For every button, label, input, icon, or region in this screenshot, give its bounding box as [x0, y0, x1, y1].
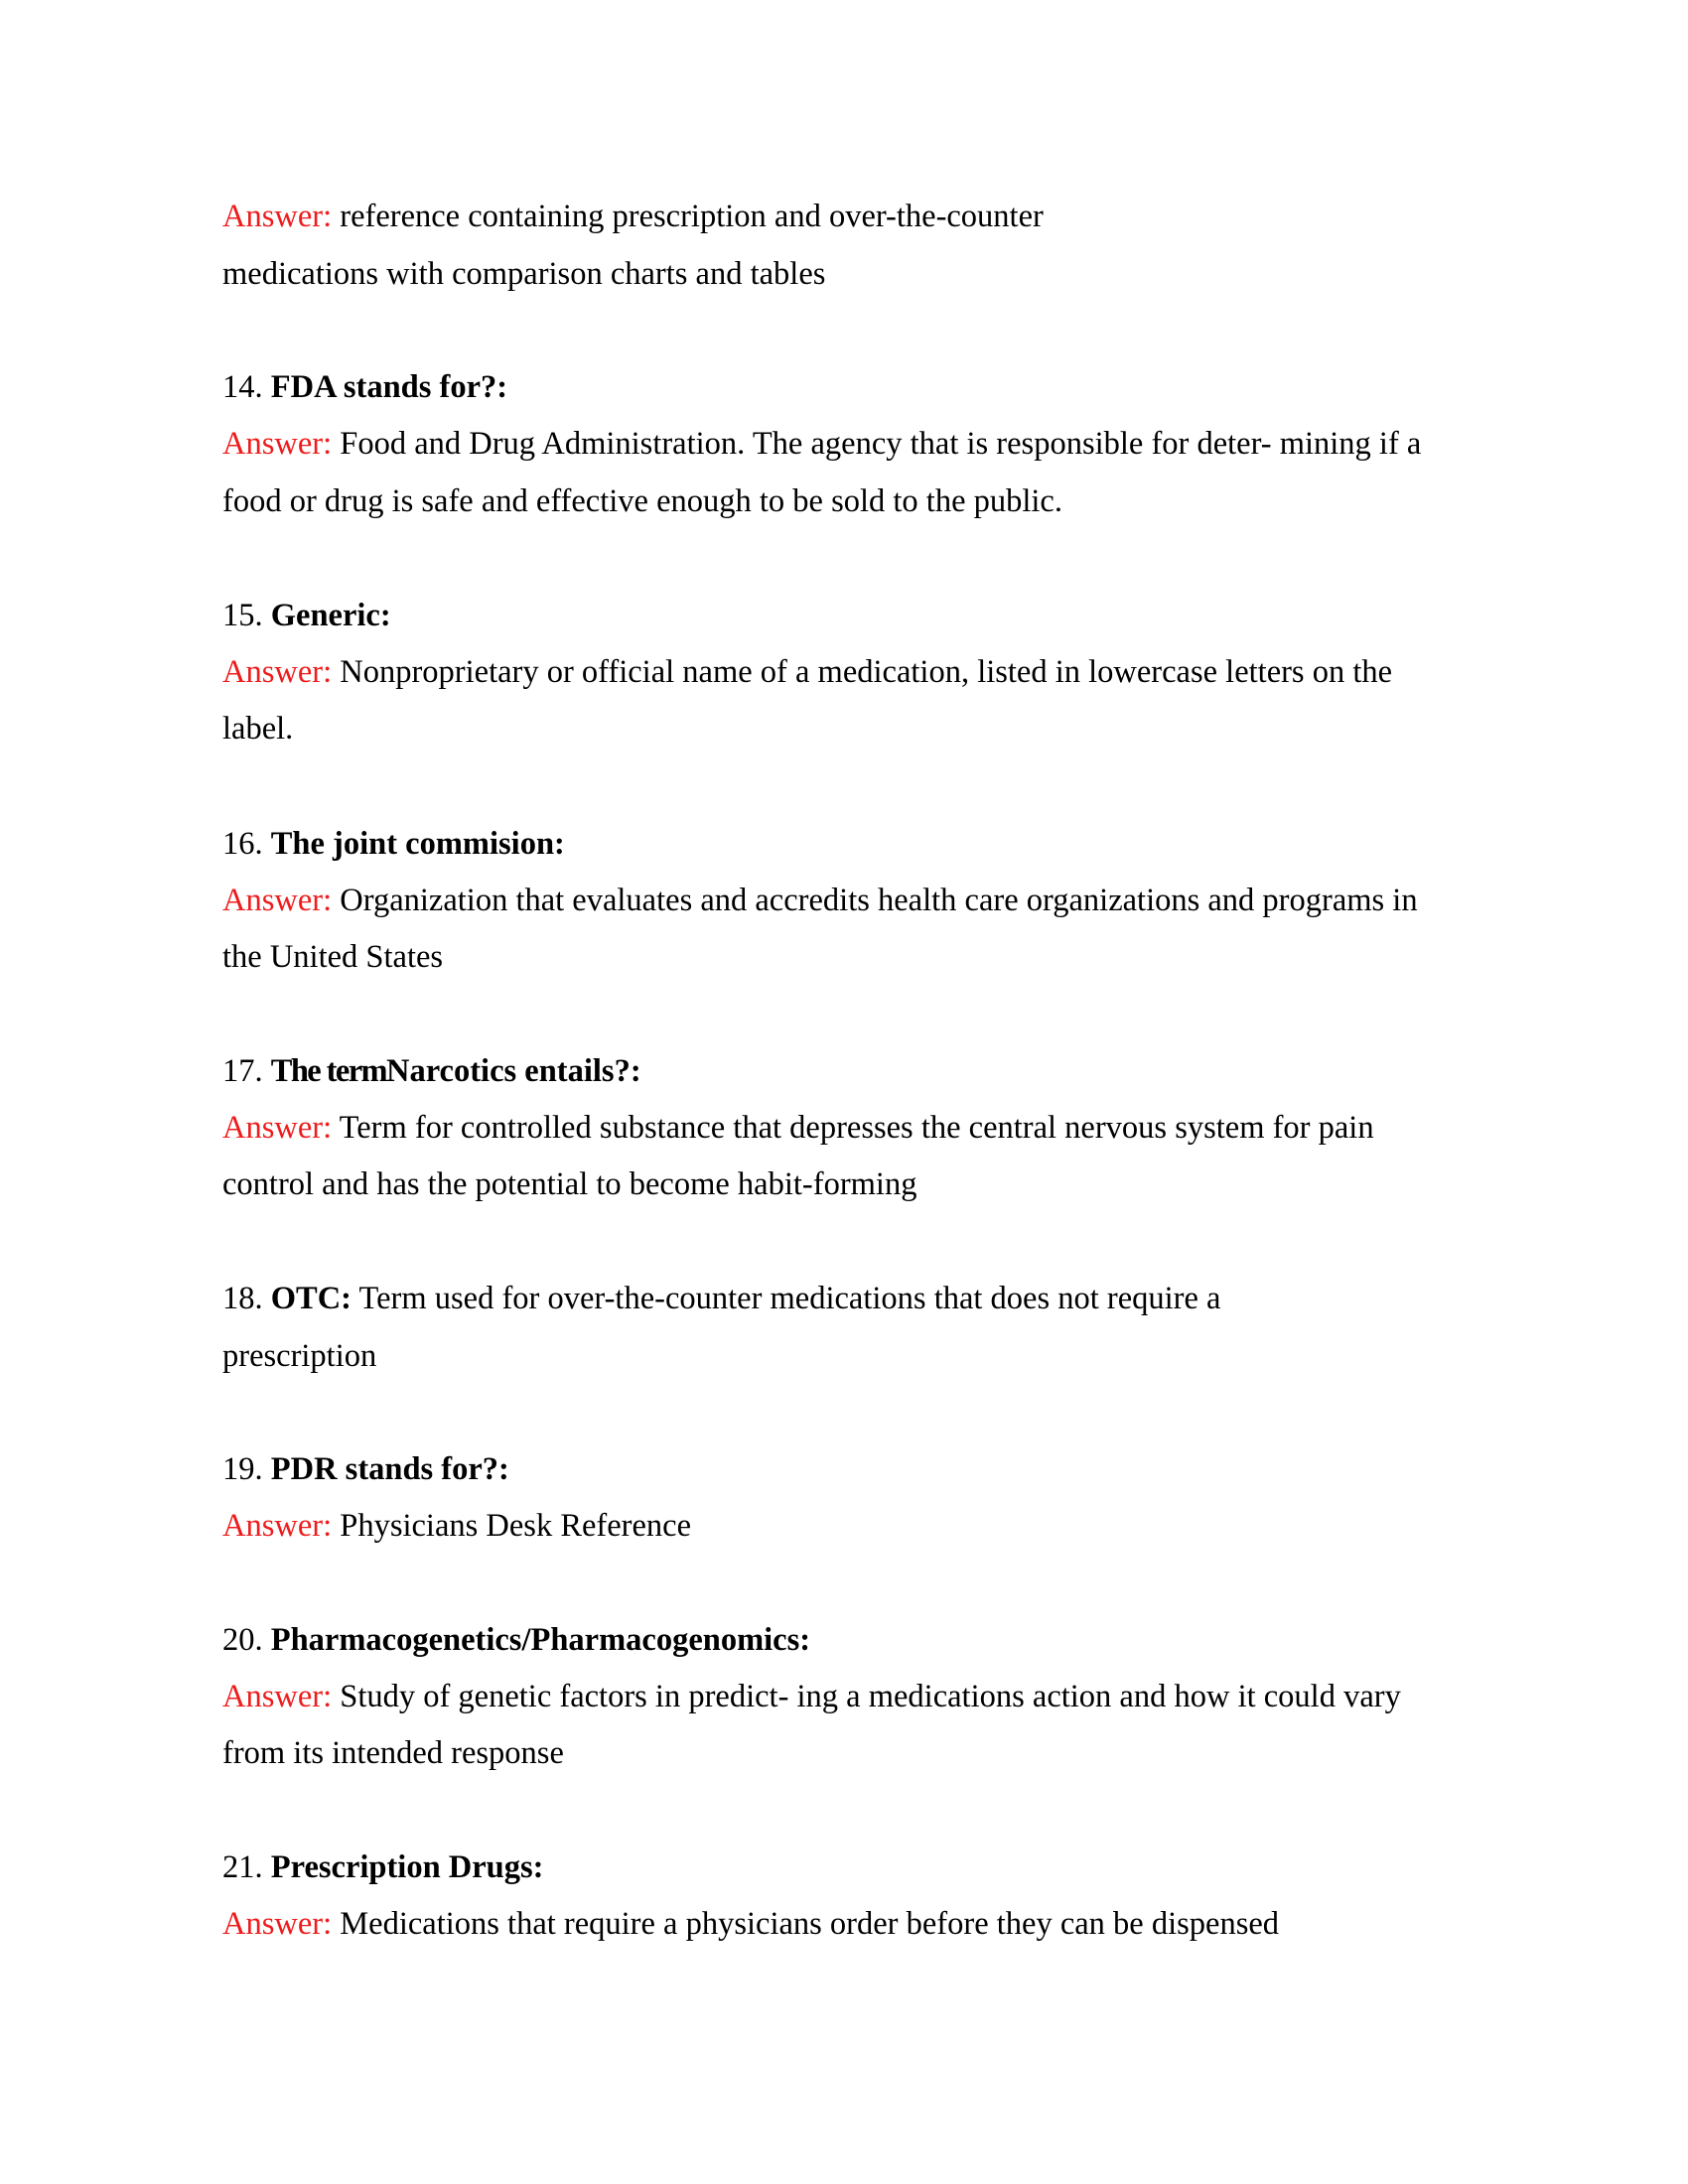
- answer-text: control and has the potential to become habit-forming: [222, 1166, 917, 1202]
- answer-text: reference containing prescription and over-the-counter: [340, 199, 1044, 234]
- question-number: 15.: [222, 598, 263, 633]
- answer-line: [222, 1164, 916, 1204]
- answer-label: Answer:: [222, 1906, 333, 1942]
- answer-line: [222, 937, 443, 977]
- question-term-part2: Narcotics entails?:: [386, 1053, 641, 1089]
- question-number: 18.: [222, 1281, 263, 1316]
- definition-text: prescription: [222, 1338, 377, 1374]
- answer-label: Answer:: [222, 1110, 333, 1146]
- answer-line: [222, 652, 1392, 692]
- answer-text: Organization that evaluates and accredits health care organizations and programs in: [340, 883, 1418, 918]
- question-line: [222, 1620, 810, 1660]
- question-line: [222, 596, 391, 635]
- question-number: 14.: [222, 369, 263, 405]
- answer-text: label.: [222, 711, 294, 747]
- answer-label: Answer:: [222, 1679, 333, 1714]
- question-term: FDA stands for?:: [270, 369, 508, 405]
- answer-label: Answer:: [222, 199, 333, 234]
- question-term: The joint commision:: [270, 826, 565, 862]
- question-number: 17.: [222, 1053, 263, 1089]
- answer-line: [222, 1733, 564, 1773]
- question-line: [222, 1051, 641, 1091]
- question-line: [222, 1279, 1220, 1318]
- answer-label: Answer:: [222, 1508, 333, 1544]
- question-number: 21.: [222, 1849, 263, 1885]
- answer-text: from its intended response: [222, 1735, 564, 1771]
- question-term: Prescription Drugs:: [270, 1849, 544, 1885]
- question-line: [222, 367, 507, 407]
- question-line: [222, 1847, 543, 1887]
- question-line: [222, 1449, 509, 1489]
- answer-line: [222, 424, 1421, 464]
- answer-text: medications with comparison charts and tables: [222, 256, 826, 292]
- answer-text: Medications that require a physicians order before they can be dispensed: [340, 1906, 1280, 1942]
- answer-label: Answer:: [222, 426, 333, 462]
- answer-line: [222, 254, 825, 294]
- answer-text: the United States: [222, 939, 444, 975]
- answer-line: [222, 709, 293, 749]
- definition-line: [222, 1336, 376, 1376]
- answer-text: Physicians Desk Reference: [340, 1508, 692, 1544]
- question-term: OTC:: [270, 1281, 352, 1316]
- question-term-part1: The term: [270, 1053, 386, 1089]
- question-term: Pharmacogenetics/Pharmacogenomics:: [270, 1622, 811, 1658]
- answer-line: [222, 197, 1044, 236]
- answer-text: Food and Drug Administration. The agency that is responsible for deter- mining if a: [340, 426, 1422, 462]
- answer-line: [222, 881, 1418, 920]
- question-term: Generic:: [270, 598, 391, 633]
- question-line: [222, 824, 565, 864]
- question-number: 19.: [222, 1451, 263, 1487]
- answer-label: Answer:: [222, 883, 333, 918]
- definition-text: Term used for over-the-counter medications that does not require a: [358, 1281, 1221, 1316]
- answer-line: [222, 1506, 691, 1546]
- answer-line: [222, 1904, 1279, 1944]
- answer-text: Study of genetic factors in predict- ing a medications action and how it could vary: [340, 1679, 1401, 1714]
- answer-line: [222, 1677, 1401, 1716]
- answer-text: Term for controlled substance that depresses the central nervous system for pain: [339, 1110, 1374, 1146]
- question-term: PDR stands for?:: [270, 1451, 509, 1487]
- answer-label: Answer:: [222, 654, 333, 690]
- question-number: 16.: [222, 826, 263, 862]
- answer-line: [222, 481, 1062, 521]
- question-number: 20.: [222, 1622, 263, 1658]
- answer-text: Nonproprietary or official name of a medication, listed in lowercase letters on the: [340, 654, 1393, 690]
- answer-text: food or drug is safe and effective enough to be sold to the public.: [222, 483, 1062, 519]
- answer-line: [222, 1108, 1374, 1148]
